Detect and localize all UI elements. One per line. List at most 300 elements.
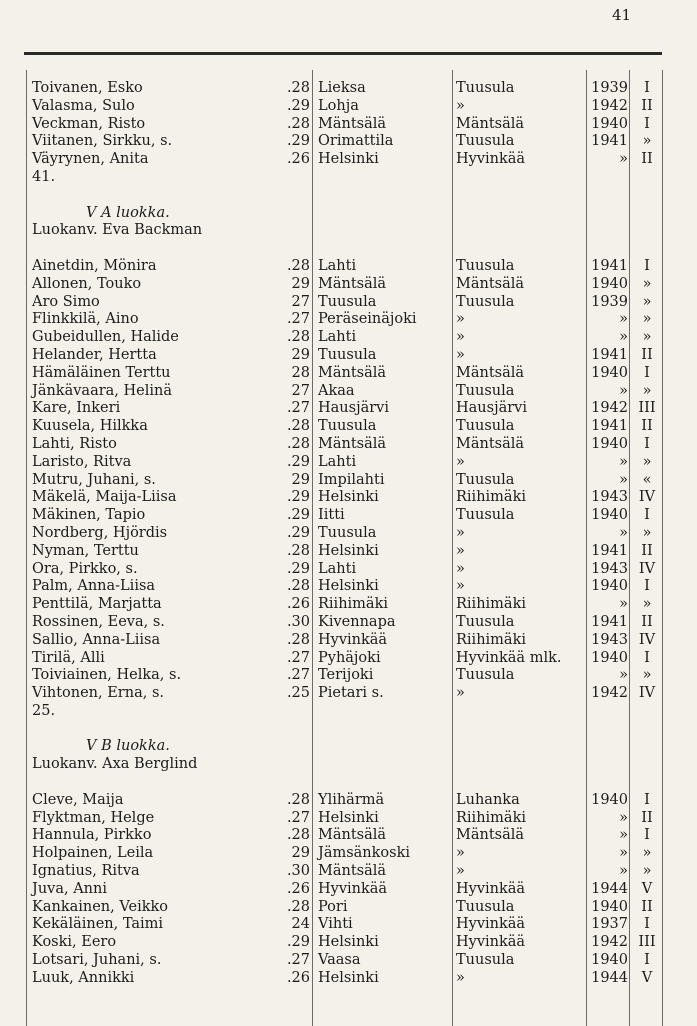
birth-day: .28 (286, 435, 310, 452)
entry-year: 1943 (591, 631, 628, 648)
entry-year: 1942 (591, 685, 628, 702)
pupil-name: Kare, Inkeri (32, 400, 121, 417)
pupil-row (0, 650, 697, 668)
birthplace: Helsinki (318, 151, 379, 168)
entry-year: 1940 (591, 115, 628, 132)
home-municipality: Riihimäki (456, 809, 526, 826)
birth-day: .28 (286, 115, 310, 132)
pupil-name: Veckman, Risto (32, 115, 146, 132)
birthplace: Ylihärmä (318, 791, 385, 808)
home-municipality: » (456, 346, 465, 363)
pupil-name: Toivanen, Esko (32, 80, 143, 96)
home-municipality: Tuusula (456, 418, 515, 435)
entry-class: I (644, 80, 650, 96)
birthplace: Terijoki (318, 667, 374, 684)
pupil-row (0, 489, 697, 507)
entry-year: 1939 (591, 80, 628, 96)
entry-year: 1939 (591, 293, 628, 310)
pupil-row (0, 98, 697, 116)
pupil-row (0, 507, 697, 525)
entry-year: » (619, 382, 628, 399)
birth-day: 29 (291, 471, 310, 488)
pupil-row (0, 80, 697, 98)
pupil-row (0, 863, 697, 881)
home-municipality: Mäntsälä (456, 827, 525, 844)
pupil-row (0, 685, 697, 703)
home-municipality: » (456, 542, 465, 559)
home-municipality: Mäntsälä (456, 275, 525, 292)
birthplace: Mäntsälä (318, 827, 387, 844)
birthplace: Pori (318, 898, 348, 915)
birth-day: 29 (291, 346, 310, 363)
birth-day: .28 (286, 791, 310, 808)
pupil-name: Ignatius, Ritva (32, 863, 140, 880)
entry-class: » (642, 293, 652, 310)
entry-class: » (642, 524, 652, 541)
pupil-name: Luuk, Annikki (32, 969, 135, 986)
birth-day: .25 (286, 685, 310, 702)
pupil-name: Lahti, Risto (32, 435, 117, 452)
birthplace: Lieksa (318, 80, 366, 96)
pupil-row (0, 810, 697, 828)
pupil-name: Väyrynen, Anita (32, 151, 149, 168)
home-municipality: » (456, 560, 465, 577)
pupil-row (0, 899, 697, 917)
entry-year: 1943 (591, 560, 628, 577)
birth-day: .28 (286, 418, 310, 435)
pupil-name: Palm, Anna-Liisa (32, 578, 156, 595)
pupil-row (0, 311, 697, 329)
entry-year: 1940 (591, 364, 628, 381)
birthplace: Pietari s. (318, 685, 384, 702)
birthplace: Helsinki (318, 809, 379, 826)
birth-day: .27 (286, 311, 310, 328)
birthplace: Helsinki (318, 489, 379, 506)
entry-class: II (641, 97, 653, 114)
class-heading-text: V A luokka. (86, 204, 170, 221)
pupil-name: Mäkinen, Tapio (32, 507, 146, 524)
birth-day: .29 (286, 489, 310, 506)
entry-year: 1940 (591, 507, 628, 524)
birthplace: Iitti (318, 507, 345, 524)
birth-day: .29 (286, 507, 310, 524)
entry-year: 1940 (591, 791, 628, 808)
pupil-row (0, 436, 697, 454)
pupil-name: Allonen, Touko (32, 275, 142, 292)
home-municipality: » (456, 685, 465, 702)
birthplace: Tuusula (318, 346, 377, 363)
home-municipality: Hyvinkää (456, 916, 526, 933)
birthplace: Helsinki (318, 969, 379, 986)
birth-day: .30 (286, 863, 310, 880)
birthplace: Impilahti (318, 471, 385, 488)
birthplace: Mäntsälä (318, 863, 387, 880)
birthplace: Lahti (318, 257, 357, 274)
home-municipality: » (456, 97, 465, 114)
home-municipality: » (456, 524, 465, 541)
pupil-name: Helander, Hertta (32, 346, 157, 363)
birth-day: .28 (286, 898, 310, 915)
birth-day: .28 (286, 329, 310, 346)
pupil-row (0, 970, 697, 988)
entry-year: » (619, 863, 628, 880)
home-municipality: Hyvinkää (456, 880, 526, 897)
pupil-row (0, 347, 697, 365)
entry-class: » (642, 382, 652, 399)
entry-year: 1940 (591, 435, 628, 452)
entry-year: 1942 (591, 934, 628, 951)
pupil-name: Aro Simo (32, 293, 100, 310)
entry-year: » (619, 845, 628, 862)
birth-day: .29 (286, 97, 310, 114)
home-municipality: Luhanka (456, 791, 520, 808)
pupil-name: Hannula, Pirkko (32, 827, 152, 844)
pupil-row (0, 543, 697, 561)
entry-class: II (641, 346, 653, 363)
birth-day: .26 (286, 596, 310, 613)
pupil-row (0, 596, 697, 614)
pupil-row (0, 133, 697, 151)
entry-year: » (619, 596, 628, 613)
birth-day: .28 (286, 542, 310, 559)
birth-day: .27 (286, 809, 310, 826)
entry-class: V (641, 880, 653, 897)
entry-year: 1941 (591, 418, 628, 435)
birthplace: Vaasa (318, 952, 361, 969)
birth-day: 24 (291, 916, 310, 933)
pupil-name: Sallio, Anna-Liisa (32, 631, 161, 648)
pupil-name: Lotsari, Juhani, s. (32, 952, 162, 969)
home-municipality: Tuusula (456, 507, 515, 524)
pupil-name: Jänkävaara, Helinä (32, 382, 172, 399)
entry-class: I (644, 952, 650, 969)
pupil-row (0, 881, 697, 899)
birth-day: .26 (286, 151, 310, 168)
home-municipality: Tuusula (456, 80, 515, 96)
birth-day: 27 (291, 293, 310, 310)
home-municipality: Tuusula (456, 382, 515, 399)
pupil-row (0, 525, 697, 543)
pupil-name: Kekäläinen, Taimi (32, 916, 164, 933)
pupil-row (0, 258, 697, 276)
birth-day: 27 (291, 382, 310, 399)
entry-year: 1937 (591, 916, 628, 933)
entry-year: » (619, 151, 628, 168)
birth-day: .27 (286, 400, 310, 417)
pupil-name: Ora, Pirkko, s. (32, 560, 138, 577)
pupil-count-text: 41. (32, 168, 56, 185)
entry-year: » (619, 827, 628, 844)
home-municipality: » (456, 845, 465, 862)
entry-class: » (642, 845, 652, 862)
blank-line (0, 721, 697, 739)
birthplace: Riihimäki (318, 596, 388, 613)
pupil-row (0, 472, 697, 490)
birthplace: Helsinki (318, 934, 379, 951)
home-municipality: Mäntsälä (456, 435, 525, 452)
home-municipality: Tuusula (456, 471, 515, 488)
home-municipality: » (456, 453, 465, 470)
home-municipality: Tuusula (456, 133, 515, 150)
pupil-row (0, 614, 697, 632)
entry-class: II (641, 151, 653, 168)
birth-day: .27 (286, 667, 310, 684)
blank-line (0, 187, 697, 205)
birthplace: Hyvinkää (318, 631, 388, 648)
entry-year: 1941 (591, 542, 628, 559)
entry-class: I (644, 115, 650, 132)
pupil-name: Hämäläinen Terttu (32, 364, 171, 381)
home-municipality: Riihimäki (456, 489, 526, 506)
pupil-row (0, 934, 697, 952)
entry-class: II (641, 542, 653, 559)
birthplace: Lahti (318, 560, 357, 577)
entry-year: 1940 (591, 578, 628, 595)
class-heading-text: V B luokka. (86, 738, 170, 755)
entry-year: 1941 (591, 613, 628, 630)
entry-year: 1940 (591, 898, 628, 915)
entry-class: I (644, 507, 650, 524)
entry-class: » (642, 329, 652, 346)
birthplace: Peräseinäjoki (318, 311, 417, 328)
class-heading (0, 738, 697, 756)
class-teacher (0, 756, 697, 774)
birth-day: .28 (286, 827, 310, 844)
entry-year: » (619, 311, 628, 328)
entry-class: III (638, 934, 656, 951)
birth-day: .27 (286, 952, 310, 969)
top-rule (24, 52, 662, 55)
pupil-row (0, 383, 697, 401)
pupil-row (0, 952, 697, 970)
pupil-name: Mäkelä, Maija-Liisa (32, 489, 177, 506)
pupil-row (0, 632, 697, 650)
birthplace: Vihti (318, 916, 353, 933)
entry-class: I (644, 364, 650, 381)
class-heading (0, 205, 697, 223)
entry-year: 1942 (591, 97, 628, 114)
pupil-row (0, 792, 697, 810)
birthplace: Lohja (318, 97, 359, 114)
home-municipality: Tuusula (456, 667, 515, 684)
pupil-name: Mutru, Juhani, s. (32, 471, 156, 488)
birth-day: 29 (291, 845, 310, 862)
pupil-name: Nyman, Terttu (32, 542, 139, 559)
birth-day: .29 (286, 524, 310, 541)
entry-year: » (619, 329, 628, 346)
birth-day: 28 (291, 364, 310, 381)
entry-year: » (619, 524, 628, 541)
home-municipality: » (456, 578, 465, 595)
entry-class: I (644, 791, 650, 808)
birth-day: .26 (286, 969, 310, 986)
entry-class: V (641, 969, 653, 986)
entry-class: » (642, 863, 652, 880)
entry-year: 1940 (591, 649, 628, 666)
birth-day: 29 (291, 275, 310, 292)
class-teacher (0, 222, 697, 240)
home-municipality: Tuusula (456, 257, 515, 274)
entry-class: IV (638, 685, 656, 702)
pupil-name: Vihtonen, Erna, s. (32, 685, 164, 702)
home-municipality: Riihimäki (456, 596, 526, 613)
birthplace: Tuusula (318, 418, 377, 435)
home-municipality: Tuusula (456, 898, 515, 915)
pupil-row (0, 365, 697, 383)
pupil-name: Koski, Eero (32, 934, 117, 951)
entry-class: II (641, 613, 653, 630)
birth-day: .30 (286, 613, 310, 630)
pupil-row (0, 454, 697, 472)
birthplace: Mäntsälä (318, 435, 387, 452)
entry-class: I (644, 649, 650, 666)
home-municipality: » (456, 329, 465, 346)
pupil-count (0, 169, 697, 187)
entry-year: 1940 (591, 275, 628, 292)
entry-year: » (619, 667, 628, 684)
birth-day: .28 (286, 257, 310, 274)
entry-class: III (638, 400, 656, 417)
entry-class: « (642, 471, 652, 488)
entry-year: » (619, 471, 628, 488)
class-teacher-text: Luokanv. Eva Backman (32, 222, 203, 239)
birth-day: .29 (286, 560, 310, 577)
entry-class: » (642, 453, 652, 470)
entry-year: » (619, 809, 628, 826)
birthplace: Lahti (318, 329, 357, 346)
entry-year: 1941 (591, 257, 628, 274)
entry-year: 1941 (591, 133, 628, 150)
pupil-name: Kankainen, Veikko (32, 898, 169, 915)
pupil-row (0, 561, 697, 579)
entry-class: I (644, 578, 650, 595)
birth-day: .26 (286, 880, 310, 897)
pupil-name: Nordberg, Hjördis (32, 524, 168, 541)
pupil-row (0, 845, 697, 863)
pupil-row (0, 276, 697, 294)
pupil-name: Holpainen, Leila (32, 845, 154, 862)
birthplace: Jämsänkoski (318, 845, 411, 862)
entry-class: II (641, 809, 653, 826)
blank-line (0, 774, 697, 792)
entry-class: II (641, 418, 653, 435)
pupil-name: Viitanen, Sirkku, s. (32, 133, 173, 150)
home-municipality: Riihimäki (456, 631, 526, 648)
birthplace: Helsinki (318, 578, 379, 595)
entry-class: IV (638, 560, 656, 577)
birthplace: Mäntsälä (318, 115, 387, 132)
entry-year: 1944 (591, 880, 628, 897)
entry-year: 1940 (591, 952, 628, 969)
pupil-name: Laristo, Ritva (32, 453, 132, 470)
pupil-row (0, 294, 697, 312)
birth-day: .28 (286, 578, 310, 595)
home-municipality: Tuusula (456, 952, 515, 969)
birthplace: Tuusula (318, 524, 377, 541)
pupil-count (0, 703, 697, 721)
birthplace: Akaa (318, 382, 355, 399)
birth-day: .29 (286, 453, 310, 470)
birthplace: Tuusula (318, 293, 377, 310)
home-municipality: Hyvinkää (456, 934, 526, 951)
birthplace: Orimattila (318, 133, 394, 150)
entry-year: 1944 (591, 969, 628, 986)
pupil-name: Kuusela, Hilkka (32, 418, 148, 435)
entry-year: » (619, 453, 628, 470)
birthplace: Helsinki (318, 542, 379, 559)
pupil-name: Toiviainen, Helka, s. (32, 667, 182, 684)
pupil-row (0, 578, 697, 596)
entry-class: » (642, 275, 652, 292)
home-municipality: » (456, 311, 465, 328)
birthplace: Mäntsälä (318, 275, 387, 292)
birthplace: Hyvinkää (318, 880, 388, 897)
home-municipality: Hyvinkää mlk. (456, 649, 562, 666)
birthplace: Pyhäjoki (318, 649, 381, 666)
pupil-name: Gubeidullen, Halide (32, 329, 179, 346)
entry-class: IV (638, 631, 656, 648)
pupil-name: Valasma, Sulo (32, 97, 135, 114)
entry-class: I (644, 827, 650, 844)
pupil-register (0, 80, 697, 988)
pupil-row (0, 400, 697, 418)
entry-class: » (642, 667, 652, 684)
entry-class: I (644, 916, 650, 933)
pupil-name: Tirilä, Alli (32, 649, 105, 666)
pupil-row (0, 329, 697, 347)
birth-day: .28 (286, 80, 310, 96)
entry-class: I (644, 257, 650, 274)
home-municipality: Hyvinkää (456, 151, 526, 168)
entry-class: » (642, 596, 652, 613)
entry-year: 1941 (591, 346, 628, 363)
home-municipality: » (456, 969, 465, 986)
pupil-row (0, 667, 697, 685)
pupil-row (0, 827, 697, 845)
home-municipality: Mäntsälä (456, 364, 525, 381)
entry-class: II (641, 898, 653, 915)
home-municipality: Tuusula (456, 613, 515, 630)
pupil-name: Flinkkilä, Aino (32, 311, 139, 328)
blank-line (0, 240, 697, 258)
pupil-row (0, 418, 697, 436)
birth-day: .28 (286, 631, 310, 648)
pupil-count-text: 25. (32, 702, 56, 719)
pupil-name: Rossinen, Eeva, s. (32, 613, 165, 630)
birthplace: Lahti (318, 453, 357, 470)
birth-day: .27 (286, 649, 310, 666)
birthplace: Mäntsälä (318, 364, 387, 381)
birthplace: Kivennapa (318, 613, 396, 630)
birth-day: .29 (286, 934, 310, 951)
pupil-name: Cleve, Maija (32, 791, 124, 808)
page-number: 41 (612, 6, 632, 24)
home-municipality: Hausjärvi (456, 400, 527, 417)
entry-year: 1942 (591, 400, 628, 417)
home-municipality: » (456, 863, 465, 880)
home-municipality: Tuusula (456, 293, 515, 310)
entry-class: » (642, 133, 652, 150)
pupil-name: Penttilä, Marjatta (32, 596, 162, 613)
class-teacher-text: Luokanv. Axa Berglind (32, 756, 198, 773)
home-municipality: Mäntsälä (456, 115, 525, 132)
entry-class: I (644, 435, 650, 452)
pupil-row (0, 916, 697, 934)
pupil-name: Juva, Anni (32, 880, 107, 897)
birth-day: .29 (286, 133, 310, 150)
pupil-name: Flyktman, Helge (32, 809, 155, 826)
entry-class: » (642, 311, 652, 328)
